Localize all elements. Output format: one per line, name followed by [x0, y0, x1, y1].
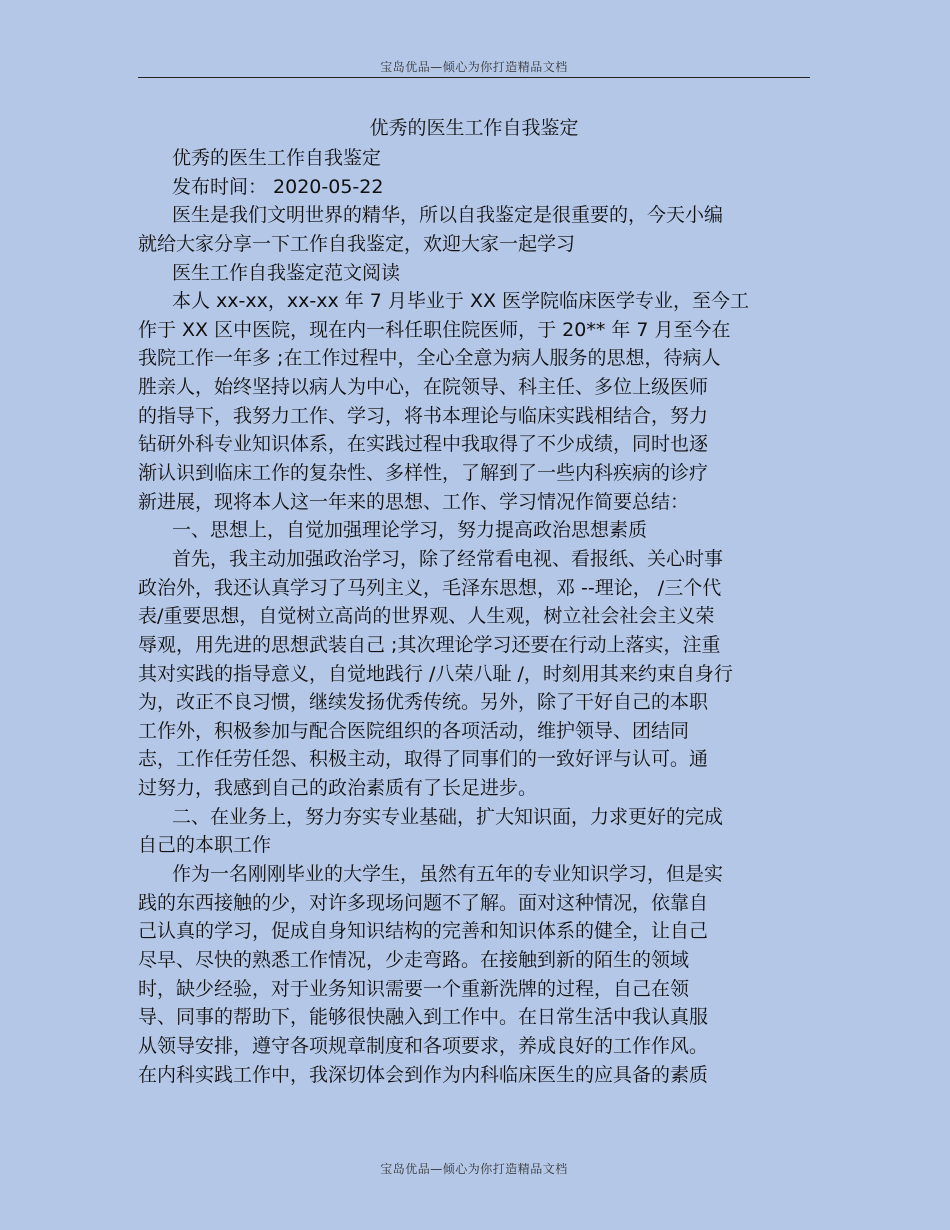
body-line: 新进展，现将本人这一年来的思想、工作、学习情况作简要总结： — [138, 490, 690, 513]
body-line: 己认真的学习，促成自身知识结构的完善和知识体系的健全，让自己 — [138, 920, 709, 943]
page-footer: 宝岛优品—倾心为你打造精品文档 — [380, 1162, 568, 1176]
body-line: 时，缺少经验，对于业务知识需要一个重新洗牌的过程，自己在领 — [138, 977, 690, 1000]
body-line: 医生是我们文明世界的精华，所以自我鉴定是很重要的，今天小编 — [172, 204, 724, 227]
body-line: 首先，我主动加强政治学习，除了经常看电视、看报纸、关心时事 — [172, 547, 724, 570]
body-line: 二、在业务上，努力夯实专业基础，扩大知识面，力求更好的完成 — [172, 805, 724, 828]
body-line: 作为一名刚刚毕业的大学生，虽然有五年的专业知识学习，但是实 — [172, 863, 724, 886]
body-line: 医生工作自我鉴定范文阅读 — [172, 261, 401, 284]
body-line: 志，工作任劳任怨、积极主动，取得了同事们的一致好评与认可。通 — [138, 748, 709, 771]
body-line: 其对实践的指导意义，自觉地践行 /八荣八耻 /，时刻用其来约束自身行 — [138, 662, 733, 685]
body-line: 渐认识到临床工作的复杂性、多样性，了解到了一些内科疾病的诊疗 — [138, 462, 709, 485]
body-line: 自己的本职工作 — [138, 834, 272, 857]
body-line: 从领导安排，遵守各项规章制度和各项要求，养成良好的工作作风。 — [138, 1034, 709, 1057]
body-line: 过努力，我感到自己的政治素质有了长足进步。 — [138, 777, 538, 800]
body-line: 辱观，用先进的思想武装自己 ;其次理论学习还要在行动上落实，注重 — [138, 633, 721, 656]
body-line: 本人 xx-xx，xx-xx 年 7 月毕业于 XX 医学院临床医学专业，至今工 — [172, 290, 750, 313]
body-line: 在内科实践工作中，我深切体会到作为内科临床医生的应具备的素质 — [138, 1063, 709, 1086]
body-line: 的指导下，我努力工作、学习，将书本理论与临床实践相结合，努力 — [138, 404, 709, 427]
body-line: 践的东西接触的少，对许多现场问题不了解。面对这种情况，依靠自 — [138, 891, 709, 914]
body-line: 导、同事的帮助下，能够很快融入到工作中。在日常生活中我认真服 — [138, 1006, 709, 1029]
page-header: 宝岛优品—倾心为你打造精品文档 — [380, 60, 568, 74]
body-line: 胜亲人，始终坚持以病人为中心，在院领导、科主任、多位上级医师 — [138, 376, 709, 399]
body-line: 表/重要思想，自觉树立高尚的世界观、人生观，树立社会社会主义荣 — [138, 605, 715, 628]
body-line: 作于 XX 区中医院，现在内一科任职住院医师，于 20** 年 7 月至今在 — [138, 318, 731, 341]
body-line: 为，改正不良习惯，继续发扬优秀传统。另外，除了干好自己的本职 — [138, 691, 709, 714]
body-line: 一、思想上，自觉加强理论学习，努力提高政治思想素质 — [172, 519, 648, 542]
body-line: 优秀的医生工作自我鉴定 — [172, 147, 382, 169]
body-line: 尽早、尽快的熟悉工作情况，少走弯路。在接触到新的陌生的领域 — [138, 948, 690, 971]
document-body — [138, 144, 798, 1089]
body-line: 就给大家分享一下工作自我鉴定，欢迎大家一起学习 — [138, 232, 576, 255]
body-line: 钻研外科专业知识体系，在实践过程中我取得了不少成绩，同时也逐 — [138, 433, 709, 456]
document-title: 优秀的医生工作自我鉴定 — [369, 117, 579, 139]
body-line: 工作外，积极参加与配合医院组织的各项活动，维护领导、团结同 — [138, 719, 690, 742]
body-line: 发布时间： 2020-05-22 — [172, 175, 384, 198]
body-line: 政治外，我还认真学习了马列主义，毛泽东思想，邓 --理论， /三个代 — [138, 576, 722, 599]
header-divider — [138, 77, 810, 78]
body-line: 我院工作一年多 ;在工作过程中，全心全意为病人服务的思想，待病人 — [138, 347, 721, 370]
